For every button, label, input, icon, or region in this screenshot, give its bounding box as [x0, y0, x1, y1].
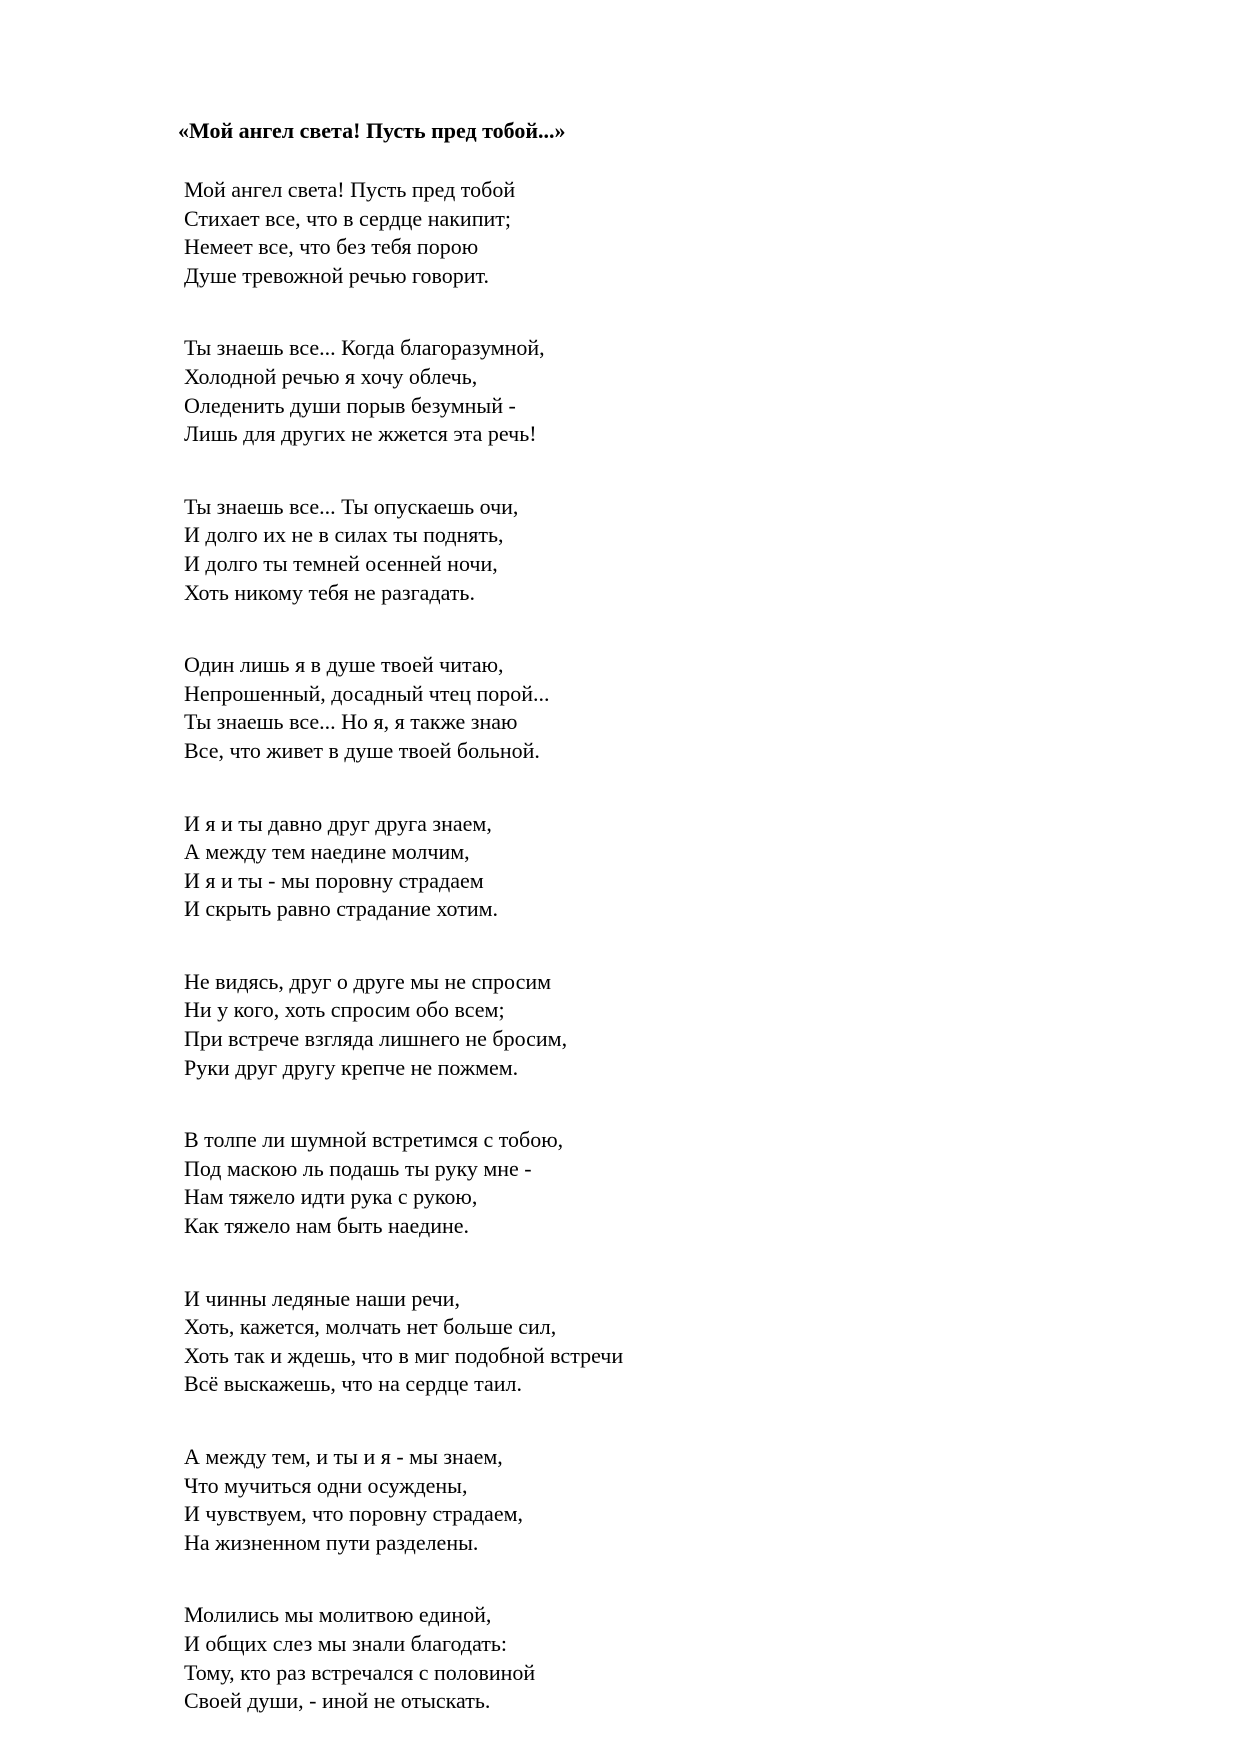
poem-line: И общих слез мы знали благодать: [184, 1630, 508, 1656]
poem-line: Оледенить души порыв безумный - [184, 392, 516, 418]
poem-line: Руки друг другу крепче не пожмем. [184, 1054, 519, 1080]
stanza-2 [184, 334, 1184, 448]
stanza-1 [184, 176, 1184, 290]
poem-line: Своей души, - иной не отыскать. [184, 1688, 491, 1714]
poem-line: Хоть так и ждешь, что в миг подобной встречи [184, 1342, 624, 1368]
poem-line: И долго ты темней осенней ночи, [184, 550, 498, 576]
poem-line: И долго их не в силах ты поднять, [184, 522, 504, 548]
poem-line: И скрыть равно страдание хотим. [184, 896, 499, 922]
poem-line: Один лишь я в душе твоей читаю, [184, 652, 504, 678]
poem-line: А между тем наедине молчим, [184, 839, 470, 865]
stanza-6 [184, 968, 1184, 1082]
poem-line: А между тем, и ты и я - мы знаем, [184, 1444, 503, 1469]
poem-line: Ты знаешь все... Но я, я также знаю [184, 709, 518, 735]
stanza-5 [184, 810, 1184, 924]
poem-line: Не видясь, друг о друге мы не спросим [184, 968, 552, 994]
stanza-10 [184, 1601, 1184, 1715]
poem-line: Ты знаешь все... Когда благоразумной, [184, 335, 545, 361]
poem-line: И чувствуем, что поровну страдаем, [184, 1501, 524, 1527]
stanza-3 [184, 493, 1184, 607]
poem-line: Ты знаешь все... Ты опускаешь очи, [184, 493, 519, 519]
poem-line: На жизненном пути разделены. [184, 1529, 479, 1555]
poem-line: Лишь для других не жжется эта речь! [184, 421, 537, 447]
poem-line: Что мучиться одни осуждены, [184, 1472, 468, 1498]
poem-line: Непрошенный, досадный чтец порой... [184, 680, 550, 706]
poem-line: При встрече взгляда лишнего не бросим, [184, 1026, 568, 1052]
poem-line: Все, что живет в душе твоей больной. [184, 737, 540, 763]
stanza-8 [184, 1285, 1184, 1399]
poem-line: Нам тяжело идти рука с рукою, [184, 1184, 478, 1210]
poem-line: Как тяжело нам быть наедине. [184, 1213, 470, 1239]
poem-line: Молились мы молитвою единой, [184, 1602, 492, 1628]
poem-line: И я и ты - мы поровну страдаем [184, 867, 484, 893]
poem-line: Под маскою ль подашь ты руку мне - [184, 1155, 532, 1181]
poem-line: Тому, кто раз встречался с половиной [184, 1659, 536, 1685]
poem-body [184, 176, 1184, 1760]
poem-line: Холодной речью я хочу облечь, [184, 363, 478, 389]
poem-line: В толпе ли шумной встретимся с тобою, [184, 1127, 564, 1153]
stanza-7 [184, 1126, 1184, 1240]
poem-line: Мой ангел света! Пусть пред тобой [184, 177, 516, 202]
stanza-4 [184, 651, 1184, 765]
poem-line: Всё выскажешь, что на сердце таил. [184, 1371, 522, 1397]
poem-line: Немеет все, что без тебя порою [184, 234, 479, 260]
poem-line: И чинны ледяные наши речи, [184, 1285, 460, 1311]
poem-title: «Мой ангел света! Пусть пред тобой...» [178, 118, 566, 143]
poem-line: Ни у кого, хоть спросим обо всем; [184, 997, 505, 1023]
poem-line: Стихает все, что в сердце накипит; [184, 205, 511, 231]
poem-line: И я и ты давно друг друга знаем, [184, 810, 492, 836]
stanza-9 [184, 1443, 1184, 1557]
poem-line: Хоть, кажется, молчать нет больше сил, [184, 1314, 557, 1340]
poem-line: Душе тревожной речью говорит. [184, 262, 489, 288]
poem-line: Хоть никому тебя не разгадать. [184, 579, 475, 605]
